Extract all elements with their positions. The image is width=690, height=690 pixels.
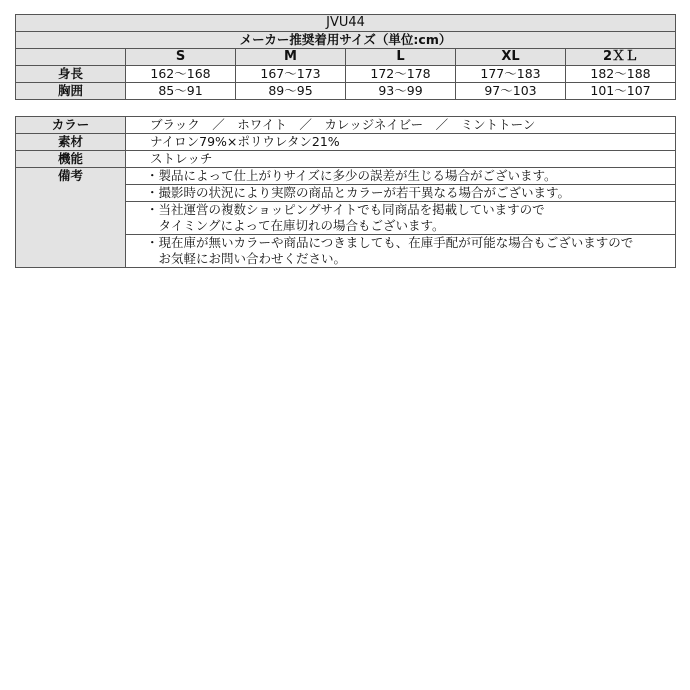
color-value: ブラック ／ ホワイト ／ カレッジネイビー ／ ミントトーン: [126, 117, 676, 134]
size-header-xl: XL: [456, 49, 566, 66]
table-row: [16, 134, 676, 151]
notes-label: 備考: [16, 168, 126, 268]
size-chart-table: [15, 14, 676, 100]
note-line: ・製品によって仕上がりサイズに多少の誤差が生じる場合がございます。: [146, 168, 557, 183]
chest-m: 89〜95: [236, 83, 346, 100]
note-line: ・現在庫が無いカラーや商品につきましても、在庫手配が可能な場合もございますので: [146, 235, 634, 250]
height-s: 162〜168: [126, 66, 236, 83]
function-value: ストレッチ: [126, 151, 676, 168]
chest-s: 85〜91: [126, 83, 236, 100]
note-line: ・撮影時の状況により実際の商品とカラーが若干異なる場合がございます。: [146, 185, 571, 200]
table-row: [16, 168, 676, 185]
table-row: [16, 66, 676, 83]
note-item-2: [126, 185, 676, 202]
note-item-3: [126, 202, 676, 235]
product-code-title: JVU44: [16, 15, 676, 32]
function-label: 機能: [16, 151, 126, 168]
chest-xl: 97〜103: [456, 83, 566, 100]
height-l: 172〜178: [346, 66, 456, 83]
row-label-chest: 胸囲: [16, 83, 126, 100]
header-blank-cell: [16, 49, 126, 66]
product-info-table: [15, 116, 676, 268]
size-header-m: M: [236, 49, 346, 66]
size-chart-subtitle: メーカー推奨着用サイズ（単位:cm）: [16, 32, 676, 49]
note-item-4: [126, 235, 676, 268]
row-label-height: 身長: [16, 66, 126, 83]
chest-2xl: 101〜107: [566, 83, 676, 100]
color-label: カラー: [16, 117, 126, 134]
size-header-l: L: [346, 49, 456, 66]
note-line: お気軽にお問い合わせください。: [146, 251, 347, 266]
table-row: [16, 83, 676, 100]
size-header-s: S: [126, 49, 236, 66]
table-row: [16, 151, 676, 168]
height-xl: 177〜183: [456, 66, 566, 83]
material-value: ナイロン79%×ポリウレタン21%: [126, 134, 676, 151]
note-line: タイミングによって在庫切れの場合もございます。: [146, 218, 445, 233]
size-header-2xl: 2ＸＬ: [566, 49, 676, 66]
material-label: 素材: [16, 134, 126, 151]
chest-l: 93〜99: [346, 83, 456, 100]
height-2xl: 182〜188: [566, 66, 676, 83]
height-m: 167〜173: [236, 66, 346, 83]
table-row: [16, 117, 676, 134]
note-item-1: [126, 168, 676, 185]
note-line: ・当社運営の複数ショッピングサイトでも同商品を掲載していますので: [146, 202, 545, 217]
